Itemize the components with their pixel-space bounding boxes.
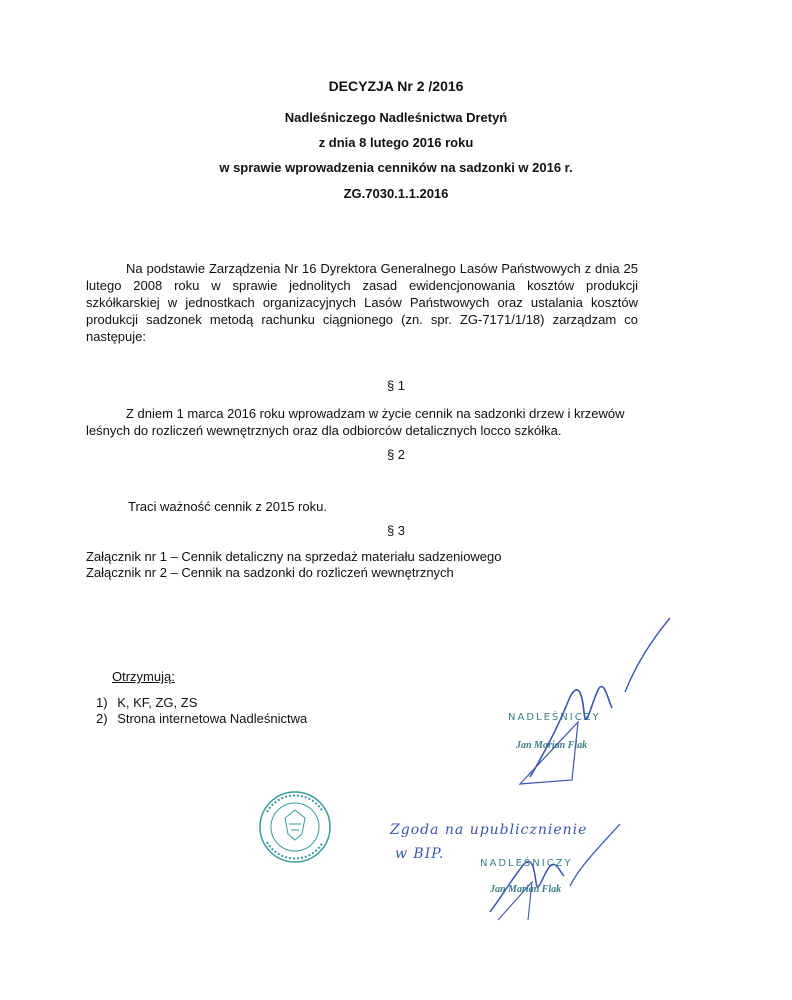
round-seal-icon — [255, 788, 335, 866]
signature-graphic — [500, 612, 700, 792]
recipient-text: Strona internetowa Nadleśnictwa — [117, 711, 308, 726]
recipient-number: 1) — [96, 695, 108, 710]
section-1-text: Z dniem 1 marca 2016 roku wprowadzam w życie cennik na sadzonki drzew i krzewów leśnych do rozliczeń wewnętrznych oraz dla odbiorców detalicznych locco szkółka. — [86, 406, 625, 438]
attachment-1: Załącznik nr 1 – Cennik detaliczny na sprzedaż materiału sadzeniowego — [86, 549, 502, 564]
intro-paragraph: Na podstawie Zarządzenia Nr 16 Dyrektora Generalnego Lasów Państwowych z dnia 25 lutego 2008 roku w sprawie jednolitych zasad ewidencjonowania kosztów produkcji szkółkarskiej w jednostkach organizacyjnych Lasów Państwowych oraz ustalania kosztów produkcji sadzonek metodą rachunku ciągnionego (zn. spr. ZG-7171/1/18) zarządzam co następuje: — [86, 261, 638, 344]
recipient-item — [96, 710, 307, 727]
recipient-text: K, KF, ZG, ZS — [117, 695, 198, 710]
stamp-name: Jan Marian Flak — [490, 884, 562, 895]
stamp-title: NADLEŚNICZY — [480, 858, 573, 869]
document-title: DECYZJA Nr 2 /2016 — [328, 78, 464, 94]
handwritten-note-line2: w BIP. — [395, 846, 445, 862]
reference-number: ZG.7030.1.1.2016 — [343, 186, 449, 201]
stamp-title: NADLEŚNICZY — [508, 712, 601, 723]
issuer-line: Nadleśniczego Nadleśnictwa Dretyń — [284, 110, 508, 125]
recipient-number: 2) — [96, 711, 108, 726]
section-3-heading: § 3 — [386, 523, 406, 538]
section-2-text: Traci ważność cennik z 2015 roku. — [128, 499, 327, 514]
attachment-2: Załącznik nr 2 – Cennik na sadzonki do rozliczeń wewnętrznych — [86, 565, 454, 580]
recipients-label: Otrzymują: — [112, 669, 175, 684]
section-1-heading: § 1 — [386, 378, 406, 393]
signature-graphic — [480, 816, 630, 926]
section-2-heading: § 2 — [386, 447, 406, 462]
stamp-name: Jan Marian Flak — [516, 740, 588, 751]
subject-line: w sprawie wprowadzenia cenników na sadzonki w 2016 r. — [219, 160, 573, 175]
recipient-item — [96, 694, 197, 711]
handwritten-note-line1: Zgoda na upublicznienie — [390, 822, 588, 838]
date-line: z dnia 8 lutego 2016 roku — [318, 135, 474, 150]
